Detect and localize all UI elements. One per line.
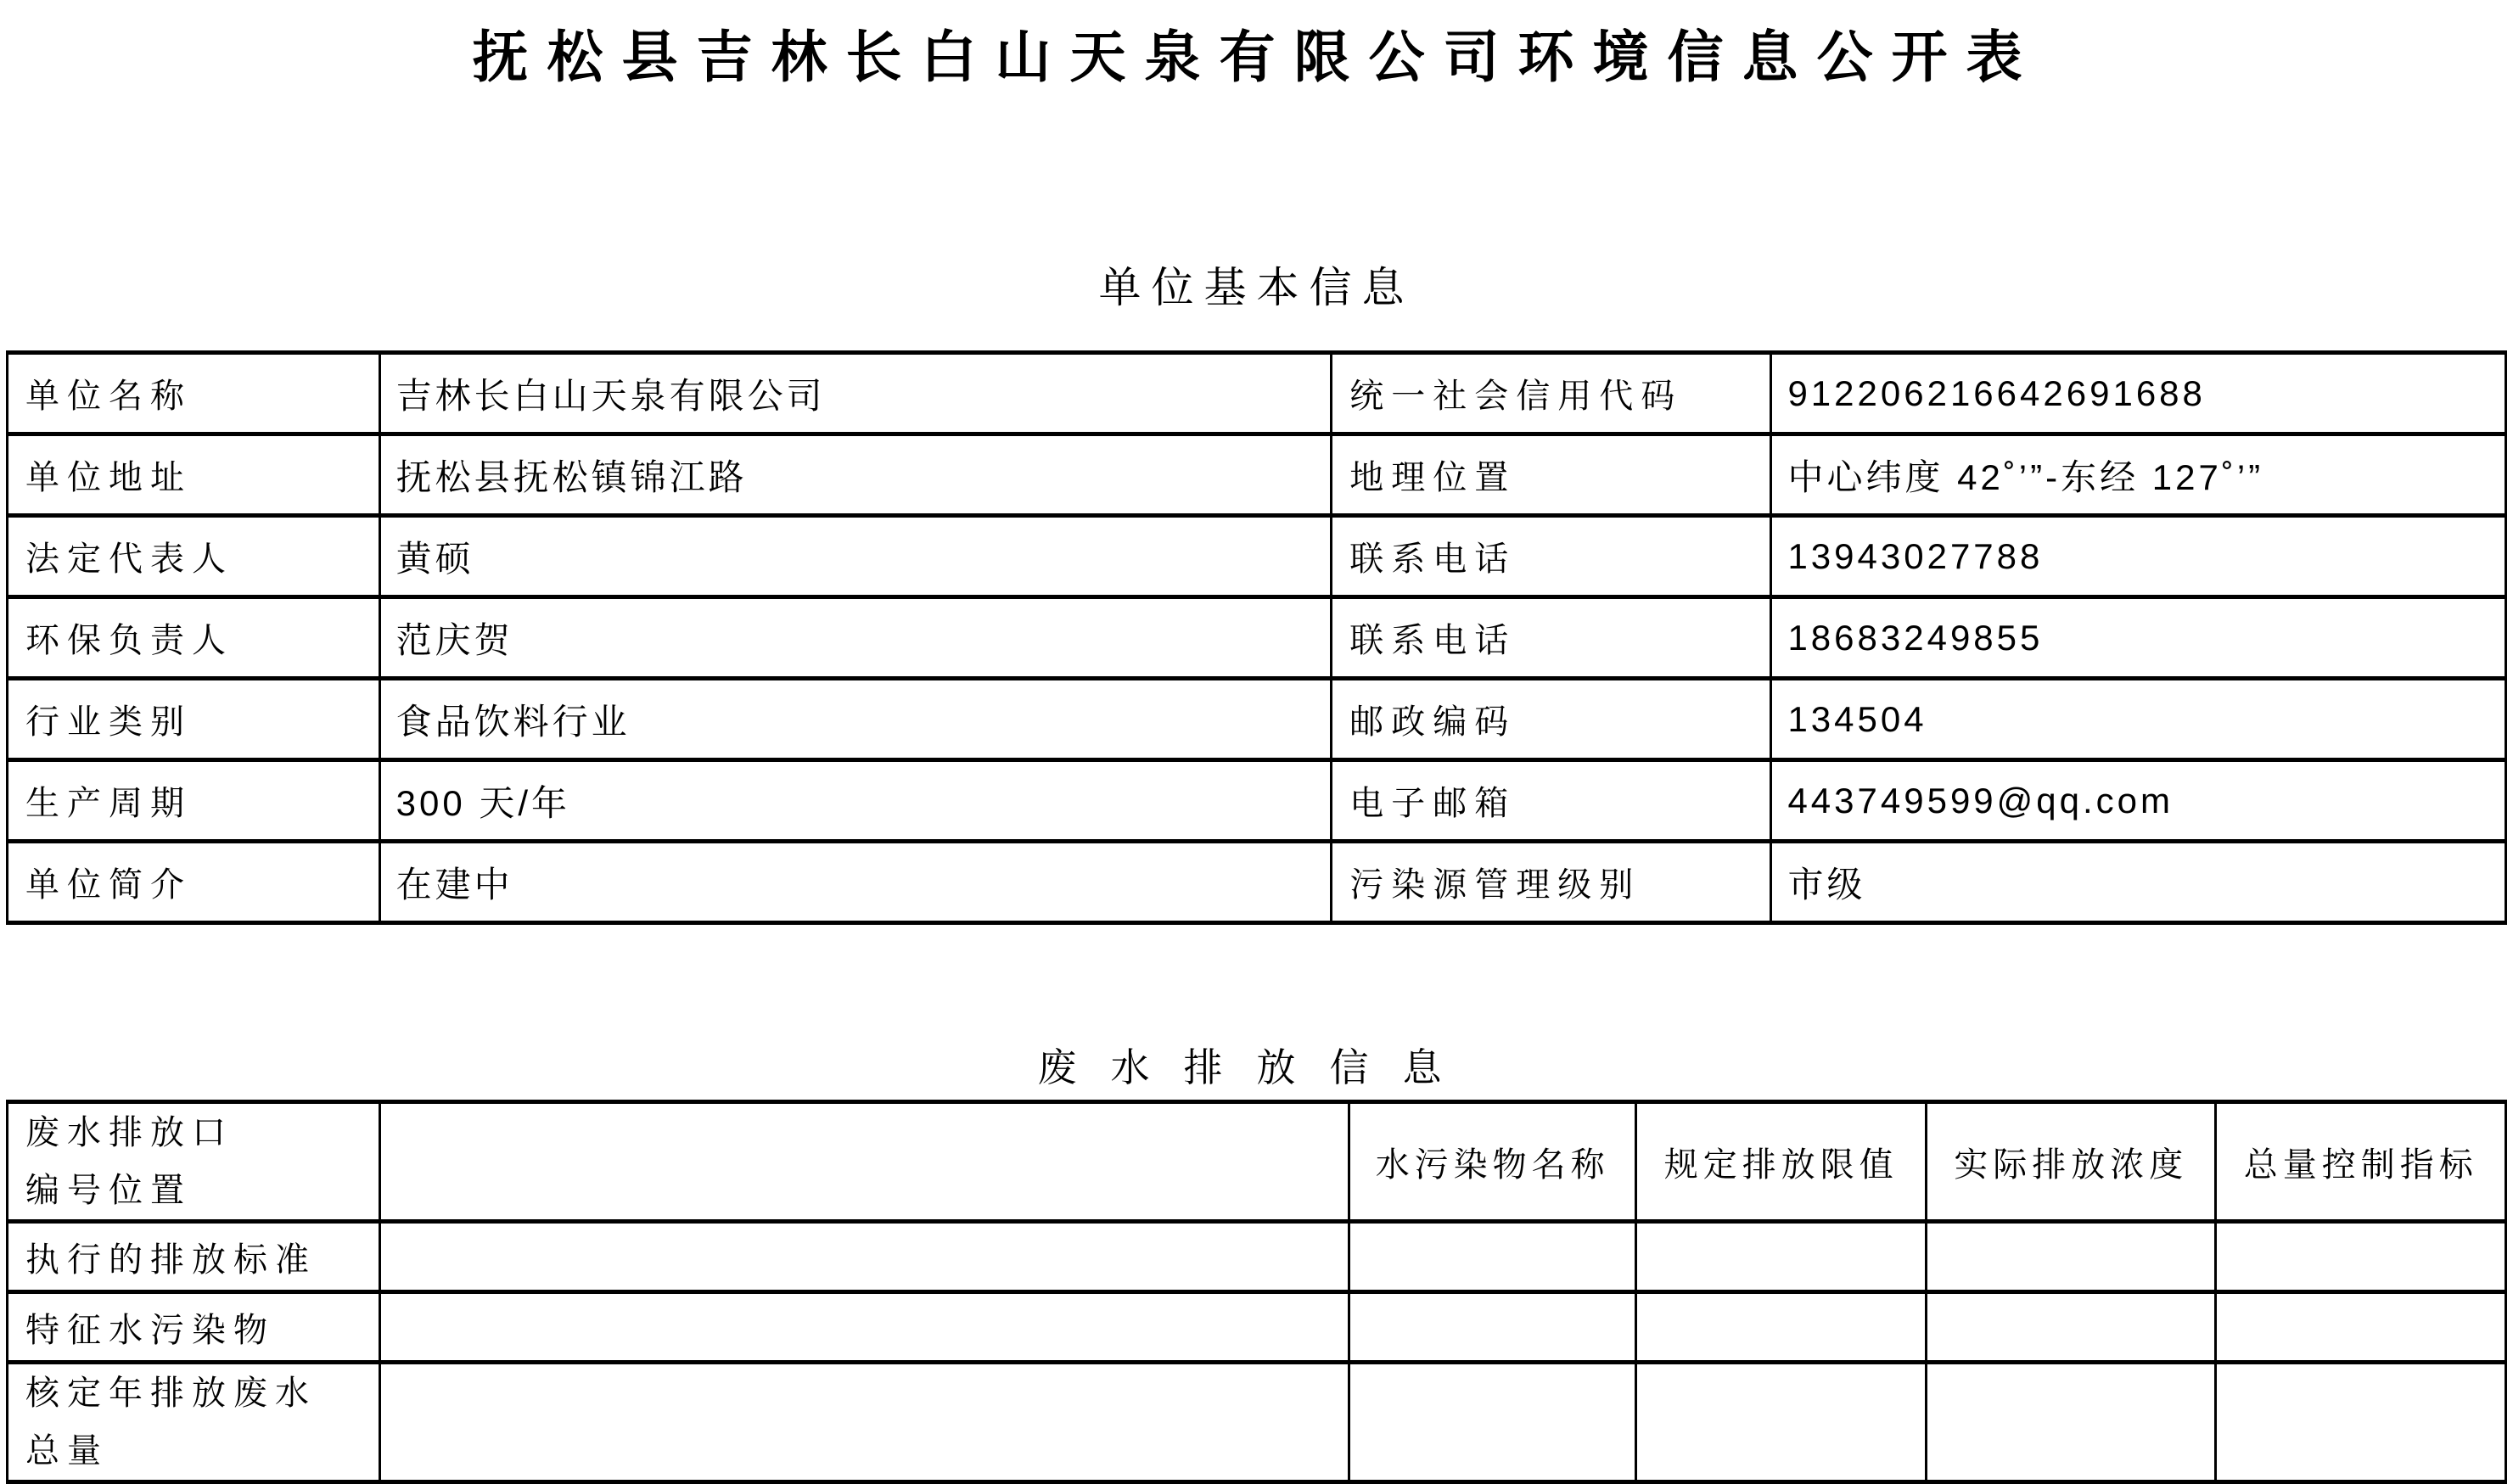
row-label: 邮政编码 <box>1332 679 1771 760</box>
table-row <box>8 1222 2506 1292</box>
row-label <box>8 1363 380 1482</box>
row-value: 912206216642691688 <box>1771 353 2506 434</box>
empty-value-cell <box>1349 1292 1636 1363</box>
empty-value-cell <box>1926 1292 2216 1363</box>
column-header: 实际排放浓度 <box>1926 1102 2216 1222</box>
row-label: 统一社会信用代码 <box>1332 353 1771 434</box>
empty-value-cell <box>1349 1363 1636 1482</box>
empty-value-cell <box>379 1292 1349 1363</box>
empty-value-cell <box>379 1363 1349 1482</box>
row-label-line1: 废水排放口 <box>25 1113 233 1151</box>
row-label: 行业类别 <box>8 679 380 760</box>
empty-value-cell <box>2216 1292 2506 1363</box>
table-row <box>8 679 2506 760</box>
row-label: 生产周期 <box>8 760 380 842</box>
page-title: 抚松县吉林长白山天泉有限公司环境信息公开表 <box>472 25 2041 88</box>
row-label: 执行的排放标准 <box>8 1222 380 1292</box>
section-heading-wastewater: 废水排放信息 <box>1037 1046 1476 1089</box>
table-header-row <box>8 1102 2506 1222</box>
column-header: 总量控制指标 <box>2216 1102 2506 1222</box>
row-value: 市级 <box>1771 842 2506 923</box>
document-page <box>0 12 2513 1470</box>
wastewater-table <box>6 1100 2507 1484</box>
empty-value-cell <box>1926 1363 2216 1482</box>
row-value: 中心纬度 42˚’”-东经 127˚’” <box>1771 434 2506 516</box>
row-value: 13943027788 <box>1771 516 2506 597</box>
row-label-line2: 总量 <box>25 1431 109 1470</box>
empty-value-cell <box>379 1222 1349 1292</box>
basic-info-table <box>6 350 2507 925</box>
row-label: 单位简介 <box>8 842 380 923</box>
column-header: 水污染物名称 <box>1349 1102 1636 1222</box>
row-label: 联系电话 <box>1332 516 1771 597</box>
row-label: 污染源管理级别 <box>1332 842 1771 923</box>
row-value: 吉林长白山天泉有限公司 <box>379 353 1332 434</box>
row-value: 在建中 <box>379 842 1332 923</box>
row-value: 食品饮料行业 <box>379 679 1332 760</box>
row-label: 特征水污染物 <box>8 1292 380 1363</box>
empty-value-cell <box>2216 1222 2506 1292</box>
table-row <box>8 842 2506 923</box>
row-label: 单位地址 <box>8 434 380 516</box>
empty-value-cell <box>1636 1222 1927 1292</box>
row-value: 134504 <box>1771 679 2506 760</box>
row-label: 单位名称 <box>8 353 380 434</box>
row-value: 18683249855 <box>1771 597 2506 679</box>
table-row <box>8 760 2506 842</box>
row-label: 联系电话 <box>1332 597 1771 679</box>
row-label: 地理位置 <box>1332 434 1771 516</box>
row-value: 黄硕 <box>379 516 1332 597</box>
column-header: 规定排放限值 <box>1636 1102 1927 1222</box>
row-label: 法定代表人 <box>8 516 380 597</box>
row-value: 443749599@qq.com <box>1771 760 2506 842</box>
empty-value-cell <box>2216 1363 2506 1482</box>
section-heading-basic-info: 单位基本信息 <box>1098 264 1415 311</box>
row-label-line1: 核定年排放废水 <box>25 1374 317 1412</box>
empty-value-cell <box>379 1102 1349 1222</box>
row-label <box>8 1102 380 1222</box>
row-value: 抚松县抚松镇锦江路 <box>379 434 1332 516</box>
table-row <box>8 597 2506 679</box>
row-label: 电子邮箱 <box>1332 760 1771 842</box>
table-row <box>8 1292 2506 1363</box>
row-label-line2: 编号位置 <box>25 1171 192 1209</box>
table-row <box>8 1363 2506 1482</box>
empty-value-cell <box>1926 1222 2216 1292</box>
empty-value-cell <box>1636 1363 1927 1482</box>
table-row <box>8 434 2506 516</box>
empty-value-cell <box>1349 1222 1636 1292</box>
row-label: 环保负责人 <box>8 597 380 679</box>
table-row <box>8 353 2506 434</box>
row-value: 300 天/年 <box>379 760 1332 842</box>
row-value: 范庆贺 <box>379 597 1332 679</box>
table-row <box>8 516 2506 597</box>
empty-value-cell <box>1636 1292 1927 1363</box>
